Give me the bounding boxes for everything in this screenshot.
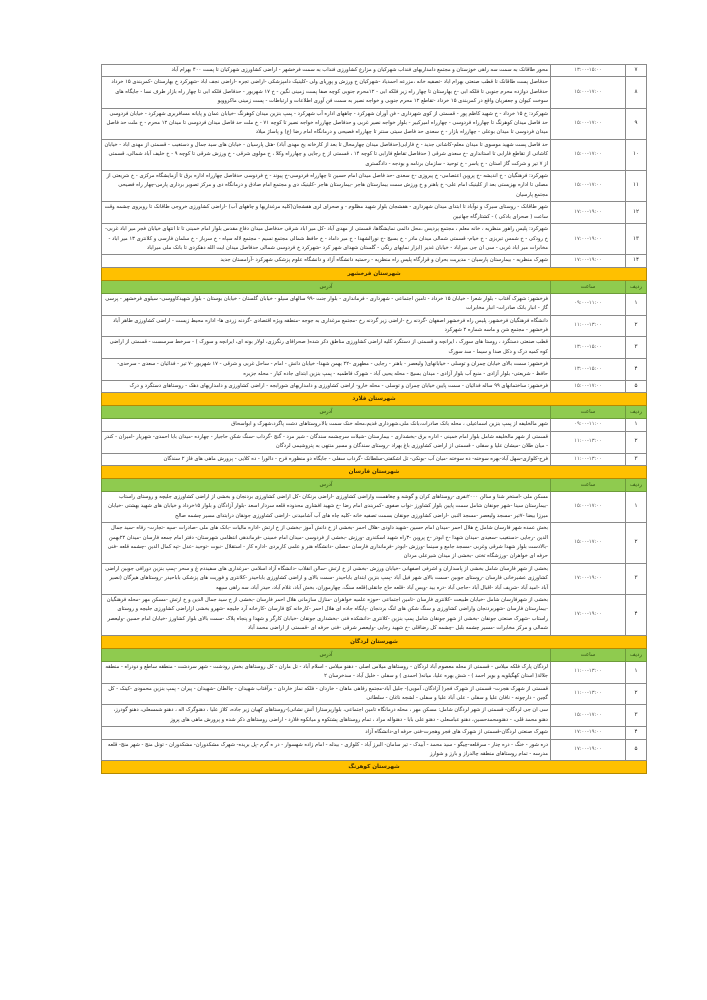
- time-range: ۱۵:۰۰-۱۷:۰۰: [551, 705, 626, 727]
- column-header-address: آدرس: [102, 648, 551, 661]
- table-row: [102, 419, 647, 431]
- row-number: ۲: [626, 315, 647, 337]
- column-header-num: ردیف: [626, 648, 647, 661]
- section-title: شهرستان کوهرنگ: [102, 761, 647, 774]
- table-row: [102, 171, 647, 202]
- row-number: ۲: [626, 523, 647, 564]
- table-row: [102, 683, 647, 705]
- column-header-row: [102, 280, 647, 293]
- section-title: شهرستان فلارد: [102, 393, 647, 406]
- table-row: [102, 65, 647, 77]
- row-number: ۲: [626, 431, 647, 453]
- time-range: ۱۵:۰۰-۱۷:۰۰: [551, 171, 626, 202]
- row-number: ۱۳: [626, 224, 647, 255]
- table-row: [102, 224, 647, 255]
- column-header-row: [102, 648, 647, 661]
- time-range: ۱۷:۰۰-۱۹:۰۰: [551, 224, 626, 255]
- table-row: [102, 108, 647, 139]
- table-row: [102, 661, 647, 683]
- table-row: [102, 337, 647, 359]
- time-range: ۱۷:۰۰-۱۹:۰۰: [551, 727, 626, 739]
- time-range: ۱۵:۰۰-۱۷:۰۰: [551, 77, 626, 108]
- time-range: ۱۱:۰۰-۱۳:۰۰: [551, 683, 626, 705]
- column-header-num: ردیف: [626, 406, 647, 419]
- section-title: شهرستان لردگان: [102, 635, 647, 648]
- table-row: [102, 202, 647, 224]
- time-range: ۱۱:۰۰-۱۳:۰۰: [551, 453, 626, 465]
- row-number: ۴: [626, 359, 647, 381]
- row-number: ۷: [626, 65, 647, 77]
- row-number: ۵: [626, 380, 647, 392]
- table-row: [102, 380, 647, 392]
- row-number: ۳: [626, 705, 647, 727]
- row-number: ۱۰: [626, 139, 647, 170]
- column-header-time: ساعت: [551, 648, 626, 661]
- time-range: ۱۷:۰۰-۱۹:۰۰: [551, 202, 626, 224]
- address-text: حدفاصل پست طاقانک تا قطب صنعتی بهرام اباد -تصفیه خانه ،مزرعه احمدیاد -شهرکیان خ ورزش و پوریای ولی -کلینیک دامپزشکی -اراضی تجره -اراضی نجف اباد -شهرکرد خ بهارستان -کمربندی ۱۵ خرداد حدفاصل دوازده محرم جنوبی تا فلکه ابی -خ بهارستان تا چهار راه زیر فلکه ابی - ۱۲محرم جنوبی کوچه صفا پست زمینی نگین - خ ۱۷ شهریور - حدفاصل فلکه ابی تا چهار راه بازار طرف نسا - جایگاه های سوخت کیوان و جعفریان واقع در کمربندی ۱۵ خرداد -تقاطع ۱۲ محرم جنوبی و خواجه نصیر به سمت فن آوری اطلاعات و ارتباطات - پست زمینی ماکروویو: [102, 77, 551, 108]
- column-header-time: ساعت: [551, 479, 626, 492]
- address-text: لردگان پارک فلکه میلاس - قسمتی از محله معصوم آباد لردگان - روستاهای میلاس اصلی - دهنو میلاس - اسلام آباد - تل ماران - کل روستاهای بخش رودشت - شهر سردشت - منطقه ساطع و دودراه - منطقه جلالة( استان کهگیلویه و بویر احمد ) - شش بهره علیا، میانه( احمدی ) و سفلی - خلیل آباد - سدخرسان ۲: [102, 661, 551, 683]
- section-header: [102, 761, 647, 774]
- column-header-time: ساعت: [551, 406, 626, 419]
- address-text: حد فاصل پست شهید موسوی تا میدان معلم-کاشانی جدید - خ فارابی(حدفاصل میدان چهارمحال تا بعد از کارخانه یخ مهدی آباد) -هتل پارسیان - خیابان های سید جمال و دستغیب - قسمتی از مهدی اباد - خیابان کاشانی از تقاطع فارابی تا استانداری -خ سعدی شرقی ( حدفاصل تقاطع فارابی تا کوچه ۱۴ ، قسمتی از خ رجایی و چهارراه وکلا ، خ مولوی شرقی - خ ورزش شرقی تا کوچه ۹ - خ خلیف آباد شمالی، قسمتی از ۷ تیر و شرکت گاز استان - خ یاسر - خ توحید - سازمان برنامه و بودجه - دادگستری: [102, 139, 551, 170]
- table-row: [102, 293, 647, 315]
- column-header-row: [102, 406, 647, 419]
- column-header-num: ردیف: [626, 479, 647, 492]
- row-number: ۱: [626, 293, 647, 315]
- row-number: ۱: [626, 492, 647, 523]
- address-text: بخشی از شهر فارسان شامل بخشی از پاسداران و اشرفی اصفهانی -خیابان ورزش -بخشی از خ ارتش -سالن انقلاب -دانشگاه آزاد اسلامی -مرغداری های سفیددم غ و سحر -پمپ بنزین دورافی جوبین اراضی کشاورزی عشیرخانی فارسان -روستای جوبین -سمت بالای شهر فیل آباد -پمپ بنزین ابتدای باباحیدر -سمت بالای و اراضی کشاورزی باباحیدر -کلانتری و فوریت های پزشکی باباحیدر -روستاهای هیرگان (نصیر آباد -امید آباد -شریف آباد -اقبال آباد -حاجی آباد -دره بید -ویس آباد -قلعه حاج جانقلی)قلعه سنگ، چهارموران، بخش آباد، غلام آباد، حیدر آباد، سه راهی سپهه: [102, 563, 551, 594]
- table-row: [102, 431, 647, 453]
- address-text: شهرکرد: خ ۱۵ خرداد - خ شهید کاظم پور - قسمتی از کوی شهرداری - فن آوران شهرکرد - چاههای اداره آب شهرکرد - پمپ بنزین میدان کوهرنگ -خیابان عمان و پایانه مسافربری شهرکرد - خیابان فردوسی حد فاصل میدان کوهرنگ تا چهارراه فردوسی - چهارراه امیرکبیر - بلوار خواجه نصیر غربی و حدفاصل چهارراه خواجه نصیر تا کوچه ۷۱ - خ ملت حد فاصل میدان فردوسی تا میدان ۱۲ محرم - خ ملت حد فاصل میدان فردوسی تا میدان بوعلی - چهارراه بازار - خ سعدی حد فاصل سیتی سنتر تا چهارراه فصیحی و درمانگاه امام رضا (ع) و پاساژ میلاد: [102, 108, 551, 139]
- time-range: ۱۵:۰۰-۱۷:۰۰: [551, 380, 626, 392]
- table-row: [102, 523, 647, 564]
- table-row: [102, 453, 647, 465]
- address-text: فرح-کلوازی-سهل آباد-بهره سوخته- ده سوخته -میان آب -بونکی- تل اشکفتی-سلطانک -گرداب سفلی - جایگاه دو منظوره فرح - دالورا - ده کلایی - پرورش ماهی های فاز ۲ سندگان: [102, 453, 551, 465]
- address-text: شهرک منظریه - بیمارستان پارسیان - مدیریت بحران و قرارگاه پلیس راه منظریه - رحمتیه دانشگاه آزاد و دانشگاه علوم پزشکی شهرکرد -آرامستان جدید: [102, 255, 551, 267]
- table-row: [102, 563, 647, 594]
- table-row: [102, 739, 647, 761]
- time-range: ۱۳:۰۰-۱۵:۰۰: [551, 337, 626, 359]
- time-range: ۱۵:۰۰-۱۷:۰۰: [551, 523, 626, 564]
- table-row: [102, 77, 647, 108]
- row-number: ۱: [626, 661, 647, 683]
- row-number: ۴: [626, 727, 647, 739]
- address-text: بخشی از شهرفارسان شامل -خیابان طبیعت -کلانتری فارسان -تامین اجتماعی -حوزه علمیه خواهران -منازل سازمانی هلال احمر فارسان -بخشی از خ سید جمال الدین و خ ارتش -مسکن مهر -محله فرهنگیان -بیمارستان فارسان -شهربردنجان واراضی کشاورزی و سنگ شکن های لنگ بردنجان -پایگاه جاده ای هلال احمر -کارخانه کچ فارسان -کارخانه آرد جلیچه -شهرو بخشی ازاراضی کشاورزی جلیچه و روستای راستاب -شهرک صنعتی جونقان -بخشی از شهر جونقان شامل پمپ بنزین -کلانتری -دانشکده فنی -بخشداری جونقان -خیابان کارگر و شهدا و پنجاه پلاک -سمت بالای بلوار کشاورز -خیابان امام حسین -ولیعصر شمالی و مرکز مخابرات -مسیر چشمه بلبل -چشمه کل رضاقلی -خ شهید رجایی -ولیعصر شرقی -فنی حرفه ای -قسمتی از اراضی محمد آباد: [102, 595, 551, 636]
- row-number: ۳: [626, 337, 647, 359]
- address-text: مسکن ملی -استخر شنا و سالن ۲۰۰۰نفری -روستاهای کران و گوشه و چغاهست واراضی کشاورزی -اراضی برنکان -کل اراضی کشاورزی بردنجان و بخشی از اراضی کشاورزی جلیچه و روستای راستاب -بیمارستان سینا -شهر جونقان شامل سمت پایین بلوار کشاورز -نواب صفوی -کمربندی امام رضا -خ شهید افشاری محدوده قلعه سردار اسعد -بلوار آزادگان و بلوار ۱۵خرداد و خیابان های شهید بهشتی -خیابان میرزا بیضا -۷تیر -مسجد ولیعصر -مسجد النبی -اراضی کشاورزی جونقان بسمت تصفیه خانه -کلیه چاه های آب آشامیدنی -اراضی کشاورزی جونقان درابتدای مسیر چشمه صالح: [102, 492, 551, 523]
- row-number: ۸: [626, 77, 647, 108]
- address-text: قطب صنعتی دستگرد ، روستا های سورک ، ایرانچه و قسمتی از دستگرد کلیه اراضی کشاورزی مناطق ذکر شده( صحرافای رنگرزی، لولار بونه ای، ایرانچه و سورک ) - سرخط سرسست - قسمتی از اراضی کوه کمیه درک و دکل صدا و سیما - سد سورک: [102, 337, 551, 359]
- time-range: ۰۹:۰۰-۱۱:۰۰: [551, 293, 626, 315]
- row-number: ۹: [626, 108, 647, 139]
- column-header-row: [102, 479, 647, 492]
- time-range: ۱۱:۰۰-۱۳:۰۰: [551, 431, 626, 453]
- time-range: ۱۳:۰۰-۱۵:۰۰: [551, 65, 626, 77]
- outage-schedule-table: [101, 64, 647, 774]
- address-text: فرخشهر: ساختمانهای ۹۹ ساله فدائیان - سمت پایین خیابان چمران و توسلی - محله خارو- اراضی کشاورزی و دامداریهای شورابجه - اراضی کشاورزی و دامداریهای دهک - روستاهای دستگرد و درک: [102, 380, 551, 392]
- time-range: ۱۷:۰۰-۱۹:۰۰: [551, 739, 626, 761]
- column-header-address: آدرس: [102, 406, 551, 419]
- row-number: ۱: [626, 419, 647, 431]
- time-range: ۱۱:۰۰-۱۳:۰۰: [551, 661, 626, 683]
- row-number: ۱۴: [626, 255, 647, 267]
- address-text: دانشگاه فرهنگیان فرخشهر، پلیس راه فرخشهر اصفهان -گردنه رخ -اراضی زیر گردنه رخ -مجتمع مرغداری به جوجه -منطقه ویژه اقتصادی -گردنه زردی ها- اداره محیط زیست - اراضی کشاورزی طاهر آباد فرخشهر - مجتمع شن و ماسه شماره ۲ شهرکرد: [102, 315, 551, 337]
- section-header: [102, 267, 647, 280]
- time-range: ۱۷:۰۰-۱۹:۰۰: [551, 255, 626, 267]
- table-row: [102, 595, 647, 636]
- time-range: ۱۱:۰۰-۱۳:۰۰: [551, 315, 626, 337]
- row-number: ۲: [626, 683, 647, 705]
- row-number: ۵: [626, 739, 647, 761]
- column-header-address: آدرس: [102, 280, 551, 293]
- row-number: ۱۲: [626, 202, 647, 224]
- address-text: دره شور - خنگ - دره چنار - سرقلعه-چیگو - سید محمد - آبیدک - تیر سامان- البرز آباد - کلوازی - بیدله - امام زاده شهسوار - در ه گرم -پل بریده- شهرک مشکدوران- مشکدوران - تونل منج - شهر منج- قلعه مدرسه - تمام روستاهای منطقه چالدراز و بارز و شوارز: [102, 739, 551, 761]
- address-text: شهرکرد: پلیس راهور منظریه ، خانه معلم ، مجتمع پردیس ،محل دائمی نمایشگاها، قسمتی از مهدی آباد -کل میر اباد شرقی حدفاصل میدان دفاع مقدس بلوار امام خمینی تا تا انتهای خیابان فجر میر اباد غربی-خ رودکی - خ شمس تبریزی - خ خیام- قسمتی شمالی میدان مادر - خ بسیج -خ نورالشهدا - خ میر داماد - خ حافظ شمالی مجتمع نسیم - مجتمع لاله سپاه - خ سرباز - خ سلمان فارسی و کلانتری ۱۳ میر اباد - مخابرات میر اباد غربی - سی ان جی میراباد - خیابان غدیر (ابزار نمایهای رنگی - گلستان شهدای شهر کرد -شهرکرد خ فردوسی شمالی حدفاصل میدان ایت الله دهکردی تا بانک ملی میراباد: [102, 224, 551, 255]
- table-row: [102, 705, 647, 727]
- address-text: شهر مالخلیفه از پمپ بنزین اسماعیلی ، محله بانک صادرات،بانک ملی،شهرداری قدیم،محله خنک سمت بالا،روستاهای دشت پاگرد،شهرک و ابواسحاق: [102, 419, 551, 431]
- table-row: [102, 255, 647, 267]
- row-number: ۳: [626, 563, 647, 594]
- address-text: فرخشهر: سمت بالای خیابان چمران و توسلی - خیابانهای( ولیعصر - باهنر - رجایی - مطهری -۲۲ بهمن شهدا- خیابان دانش - امام - ساحل غربی و شرقی - ۱۷ شهریور -۷ تیر - فدائیان - سعدی - سرحدی- حافظ - شریعتی- بلوار آزادی - منبع آب بلوار آزادی - میدان بسیج - محله یحیی آباد - شهرک فاطمیه - پمپ بنزین ابتدای جاده کیار - محله جزیره: [102, 359, 551, 381]
- address-text: شهرک صنعتی لردگان-قسمتی از شهرک های فجر وهجرت-فنی حرفه ای-دانشگاه آزاد: [102, 727, 551, 739]
- table-row: [102, 492, 647, 523]
- table-row: [102, 359, 647, 381]
- time-range: ۰۹:۰۰-۱۱:۰۰: [551, 419, 626, 431]
- address-text: فرخشهر: شهرک آفتاب - بلوار شعرا - خیابان ۱۵ خرداد - تامین اجتماعی - شهرداری - فرمانداری - بلوار جنت -۹۹ سالهای سیلو - خیابان گلستان - خیابان بوستان - بلوار شهیدکاووسی- سیلوی فرخشهر - پرسی گاز - انبار بانک صادرات- انبار مخابرات: [102, 293, 551, 315]
- time-range: ۱۷:۰۰-۱۹:۰۰: [551, 595, 626, 636]
- section-title: شهرستان فارسان: [102, 466, 647, 479]
- outage-schedule-document: [101, 64, 647, 774]
- time-range: ۱۵:۰۰-۱۷:۰۰: [551, 108, 626, 139]
- row-number: ۴: [626, 595, 647, 636]
- table-row: [102, 139, 647, 170]
- address-text: قسمتی از شهرک هجرت- قسمتی از شهرک فجر( آزادگان، آمویی)- جلیل آباد-مجتمع رفاهی ماهان - خاردان - فلکه نماز خاردان - برآفتاب شهیدان - چالطان -شهیدان - پیران - پمپ بنزین محمودی -کینک - کل گچین - دارچونه - نافان علیا و سفلی - علی آباد علیا و سفلی - لشجه ناغان - سلطانی: [102, 683, 551, 705]
- table-row: [102, 727, 647, 739]
- time-range: ۱۷:۰۰-۱۹:۰۰: [551, 563, 626, 594]
- table-row: [102, 315, 647, 337]
- column-header-address: آدرس: [102, 479, 551, 492]
- column-header-num: ردیف: [626, 280, 647, 293]
- column-header-time: ساعت: [551, 280, 626, 293]
- address-text: شهر طاقانک - روستای سیرک و نوآباد تا ابتدای میدان شهرداری - هفشجان بلوار شهید مظلوم - و صحرای لری هفشجان(کلیه مرغداریها و چاههای آب) -اراضی کشاورزی خروجی طاقانک تا روبروی چشمه وقت ساعت ( صحرای بادکی ) - کشتارگاه جهانبین: [102, 202, 551, 224]
- time-range: ۱۳:۰۰-۱۵:۰۰: [551, 359, 626, 381]
- address-text: شهرکرد: فرهنگیان - خ اندیشه -خ پروین اعتصامی- خ پیروزی -خ سعدی -حد فاصل میدان امام حسین تا چهارراه فردوسی-خ پیوند - خ فردوسی حدفاصل چهارراه اداره برق تا آزمایشگاه مرکزی - خ شریعتی از مصلی تا اداره بهزیستی بعد از کلینیک امام علی- خ باهنر و خ ورزش سمت بیمارستان هاجر -بیمارستان هاجر -کلینیک دی و مجتمع امام صادق و درمانگاه دی و مرکز تصویر برداری پارس-چهار راه فصیحی مجتمع پارسیان: [102, 171, 551, 202]
- section-title: شهرستان فرخشهر: [102, 267, 647, 280]
- address-text: بخش عمده شهر فارسان شامل خ هلال احمر -میدان امام حسین -شهید داودی -هلال احمر -بخشی از خ دانش آموز -بخشی از خ ارتش -اداره مالیات -بانک های ملی -صادرات -سپه -تجارت- رفاه -سید جمال الدین -رجایی -دستغیب -سعیدی -میدان شهدا -خ ابوذر -خ پروین -۳راه شهید اسکندری -ورزش -بخشی از فردوسی -میدان امام خمینی -فرماندهی انتظامی شهرستان- دفتر امام جمعه فارسان -میدان ۲۲بهمن -بالادست بلوار شهدا شرقی وغربی -مسجد جامع و سینما -ورزش -ابوذر -فرمانداری فارسان -مصلی -دانشگاه هنر و علمی کاربردی -اداره کار - استقلال -نبوت -توحید -عدل -تپه کمال الدین -چشمه قلعه -فنی حرفه ای خواهران -ورزشگاه تختی -بخشی از میدان شیرعلی مردان: [102, 523, 551, 564]
- section-header: [102, 635, 647, 648]
- time-range: ۱۵:۰۰-۱۷:۰۰: [551, 492, 626, 523]
- row-number: ۱۱: [626, 171, 647, 202]
- address-text: محور طاقانک به سمت سه راهی خوزستان و مجتمع دامداریهای فنداب شهرکیان و مزارع کشاورزی فنداب به سمت فرخشهر - اراضی کشاورزی شهرکیان تا پست ۴۰۰ بهرام آباد: [102, 65, 551, 77]
- table-body: [102, 65, 647, 774]
- address-text: قسمتی از شهر مالخلیفه شامل بلوار امام خمینی - اداره برق -بخشداری - بیمارستان -شیلات سرچشمه سندگان - شیر مرد - گنج -گرداب -سنگ شکن حاجیار - چهارده -میدان بابا احمدی- شهریار -امیران - کندر - میان طلان -میشان علیا و سفلی - قسمتی از اراضی کشاورزی باغ بهراد -روستای سندگان و مسیر منتهی به پتروشیمی لردگان: [102, 431, 551, 453]
- address-text: سی ان جی لردگان- قسمتی از شهر لردگان شامل: مسکن مهر ، محله درمانگاه تامین اجتماعی، بلوارپرستار( آتش نشانی)-روستاهای کهیان زیر جاده، کلاز علیا ، دهنوگرک اله ، دهنو شمسعلی، دهنو گودرز، دهنو محمد قلی، - دهنومحمدحسین، دهنو عباسعلی - دهنو علی بابا - دهنواله مراد ، تمام روستاهای پشتکوه و میانکوه فلارد - اراضی روستاهای ذکر شده و پرورش ماهی های پروز: [102, 705, 551, 727]
- section-header: [102, 466, 647, 479]
- section-header: [102, 393, 647, 406]
- time-range: ۱۵:۰۰-۱۷:۰۰: [551, 139, 626, 170]
- row-number: ۳: [626, 453, 647, 465]
